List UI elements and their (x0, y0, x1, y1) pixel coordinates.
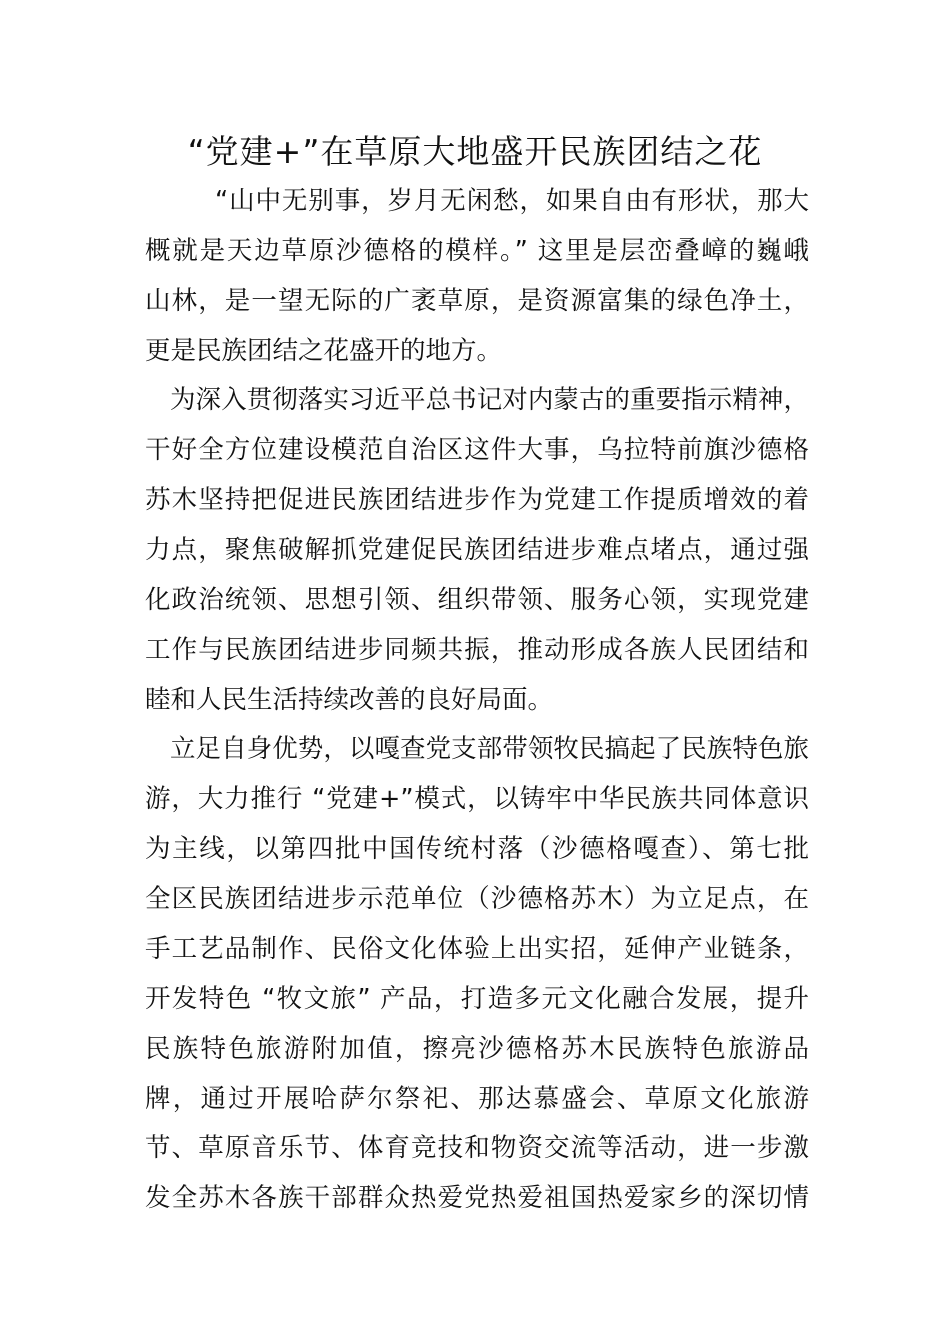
paragraph-line: 为主线，以第四批中国传统村落（沙德格嘎查）、第七批 (145, 834, 809, 864)
paragraph-line: 苏木坚持把促进民族团结进步作为党建工作提质增效的着 (145, 485, 809, 515)
paragraph-line: 民族特色旅游附加值，擦亮沙德格苏木民族特色旅游品 (145, 1034, 809, 1064)
paragraph-line: 力点，聚焦破解抓党建促民族团结进步难点堵点，通过强 (145, 535, 809, 565)
paragraph-line: 游，大力推行 “党建+”模式，以铸牢中华民族共同体意识 (145, 784, 809, 814)
paragraph-line: 干好全方位建设模范自治区这件大事，乌拉特前旗沙德格 (145, 435, 809, 465)
paragraph-line: 工作与民族团结进步同频共振，推动形成各族人民团结和 (145, 635, 809, 665)
paragraph-line: 手工艺品制作、民俗文化体验上出实招，延伸产业链条， (145, 934, 809, 964)
paragraph-line: 牌，通过开展哈萨尔祭祀、那达慕盛会、草原文化旅游 (145, 1084, 809, 1114)
paragraph-line: 立足自身优势，以嘎查党支部带领牧民搞起了民族特色旅 (170, 734, 809, 764)
paragraph-line: 睦和人民生活持续改善的良好局面。 (145, 685, 554, 715)
document-title: “党建+”在草原大地盛开民族团结之花 (187, 132, 763, 171)
paragraph-line: 发全苏木各族干部群众热爱党热爱祖国热爱家乡的深切情 (145, 1183, 809, 1213)
paragraph-line: 为深入贯彻落实习近平总书记对内蒙古的重要指示精神， (170, 385, 809, 415)
paragraph-line: 更是民族团结之花盛开的地方。 (145, 336, 503, 366)
paragraph-line: “山中无别事，岁月无闲愁，如果自由有形状，那大 (215, 186, 809, 216)
paragraph-line: 山林，是一望无际的广袤草原，是资源富集的绿色净土， (145, 286, 809, 316)
paragraph-line: 开发特色 “牧文旅” 产品，打造多元文化融合发展，提升 (145, 984, 809, 1014)
paragraph-line: 全区民族团结进步示范单位（沙德格苏木）为立足点，在 (145, 884, 809, 914)
paragraph-line: 节、草原音乐节、体育竞技和物资交流等活动，进一步激 (145, 1133, 809, 1163)
paragraph-line: 化政治统领、思想引领、组织带领、服务心领，实现党建 (145, 585, 809, 615)
paragraph-line: 概就是天边草原沙德格的模样。” 这里是层峦叠嶂的巍峨 (145, 236, 809, 266)
